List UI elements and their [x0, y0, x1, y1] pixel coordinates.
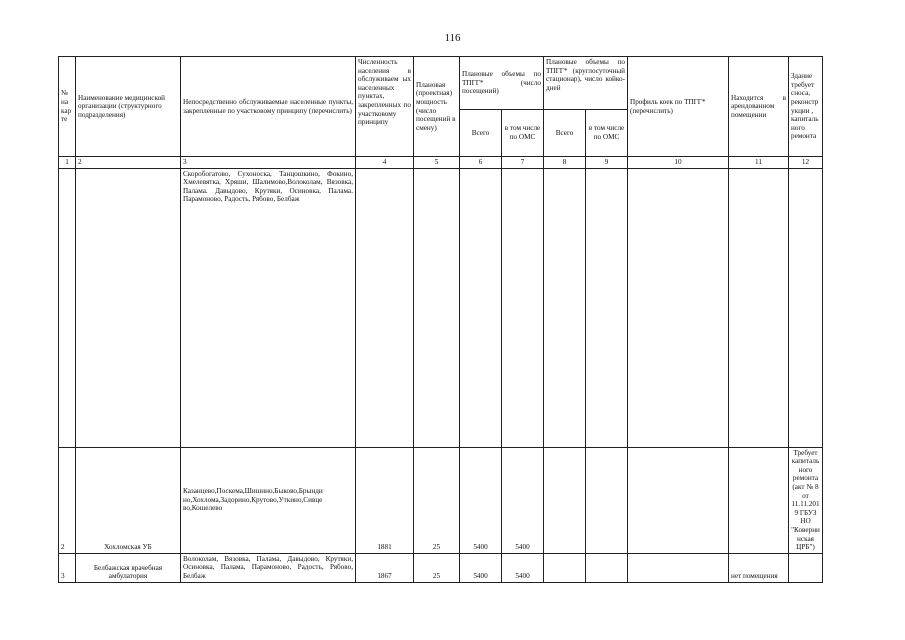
row-visits-total: 5400 [460, 447, 502, 553]
row-num: 3 [59, 553, 76, 582]
row-num: 2 [59, 447, 76, 553]
row-settlements: Волоколам, Вязовка, Палама, Давыдово, Крутяки, Осиновка, Палама, Парамоново, Радость, Рябово, Белбаж [181, 553, 356, 582]
column-number: 7 [502, 157, 544, 169]
row-organization: Белбажская врачебная амбулатория [76, 553, 181, 582]
row-beds-total [544, 553, 586, 582]
header-beds-group: Плановые объемы по ТПГГ* (круглосуточный стационар), число койко-дней [544, 57, 628, 110]
facilities-table [58, 56, 823, 583]
header-building: Здание требует сноса, реконструкции , капитального ремонта [789, 57, 823, 157]
page-number: 116 [444, 32, 461, 44]
row-beds-total [544, 168, 586, 447]
header-num: № на кар те [59, 57, 76, 157]
row-population: 1881 [356, 447, 414, 553]
row-rented [729, 447, 789, 553]
row-bed-profile [628, 447, 729, 553]
row-bed-profile [628, 168, 729, 447]
column-number: 8 [544, 157, 586, 169]
row-visits-oms [502, 168, 544, 447]
row-population: 1867 [356, 553, 414, 582]
header-organization: Наименование медицинской организации (структурного подразделения) [76, 57, 181, 157]
column-number: 5 [414, 157, 460, 169]
header-beds-total: Всего [544, 110, 586, 157]
column-number: 12 [789, 157, 823, 169]
header-population: Численность населения в обслуживаем ых населенных пунктах, закрепленных по участковому принципу [356, 57, 414, 157]
row-building [789, 168, 823, 447]
row-num [59, 168, 76, 447]
row-building [789, 553, 823, 582]
row-bed-profile [628, 553, 729, 582]
column-number: 4 [356, 157, 414, 169]
row-rented: нет помещения [729, 553, 789, 582]
row-beds-oms [586, 553, 628, 582]
row-beds-oms [586, 168, 628, 447]
row-visits-total: 5400 [460, 553, 502, 582]
column-number: 11 [729, 157, 789, 169]
row-beds-oms [586, 447, 628, 553]
row-capacity [414, 168, 460, 447]
header-visits-oms: в том числе по ОМС [502, 110, 544, 157]
row-visits-oms: 5400 [502, 447, 544, 553]
column-number: 9 [586, 157, 628, 169]
table-row [59, 168, 823, 447]
header-beds-oms: в том числе по ОМС [586, 110, 628, 157]
column-number: 6 [460, 157, 502, 169]
column-number: 10 [628, 157, 729, 169]
column-number-row [59, 157, 823, 169]
row-settlements: Казанцево,Поскема,Шишино,Быково,Брынди но,Хохлома,Задорино,Крутово,Уткино,Сивце во,Кошелево [181, 447, 356, 553]
column-number: 3 [181, 157, 356, 169]
row-capacity: 25 [414, 553, 460, 582]
row-organization [76, 168, 181, 447]
row-organization: Хохломская УБ [76, 447, 181, 553]
row-capacity: 25 [414, 447, 460, 553]
row-visits-total [460, 168, 502, 447]
header-visits-group: Плановые объемы по ТПГГ* (число посещений) [460, 57, 544, 110]
row-beds-total [544, 447, 586, 553]
column-number: 1 [59, 157, 76, 169]
row-rented [729, 168, 789, 447]
header-rented: Находится в арендованном помещении [729, 57, 789, 157]
header-visits-total: Всего [460, 110, 502, 157]
row-population [356, 168, 414, 447]
row-settlements: Скоробогатово, Сухоноска, Танцошкино, Фокино, Хмелевятка, Хряши, Шалимово,Волоколам, Вязовка, Палама. Давыдово, Крутяки, Осиновка, Палама. Парамоново, Радость, Рябово, Белбаж [181, 168, 356, 447]
header-row-1 [59, 57, 823, 110]
row-building: Требует капитального ремонта (акт № 8 от 11.11.2019 ГБУЗ НО "Ковернинская ЦРБ") [789, 447, 823, 553]
table-row [59, 447, 823, 553]
header-bed-profile: Профиль коек по ТПГГ* (перечислить) [628, 57, 729, 157]
table-row [59, 553, 823, 582]
header-settlements: Непосредственно обслуживаемые населенные пункты, закрепленные по участковому принципу (перечислить) [181, 57, 356, 157]
column-number: 2 [76, 157, 181, 169]
row-visits-oms: 5400 [502, 553, 544, 582]
header-capacity: Плановая (проектная) мощность (число посещений в смену) [414, 57, 460, 157]
